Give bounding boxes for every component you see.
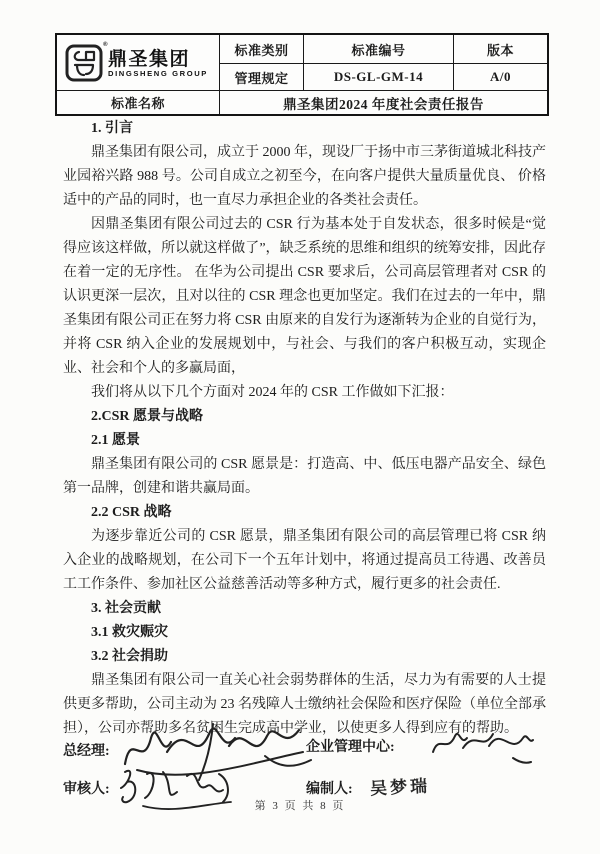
management-center-signature <box>425 718 537 770</box>
section-heading: 2.CSR 愿景与战略 <box>91 409 204 424</box>
dingsheng-logo-icon <box>65 41 108 82</box>
compiler-name-handwritten: 吴梦瑞 <box>369 776 431 799</box>
body-paragraph: 鼎圣集团有限公司，成立于 2000 年，现设厂于扬中市三茅街道城北科技产业园裕兴路 988 号。公司自成立之初至今，在向客户提供大量质量优良、 价格适中的产品的同时，也一直尽力承担企业的各类社会责任。 <box>63 145 546 208</box>
section-heading: 1. 引言 <box>91 121 133 136</box>
standard-name-label: 标准名称 <box>57 90 219 114</box>
company-logo <box>57 35 219 90</box>
version-header: 版本 <box>453 35 547 63</box>
page-number-footer: 第 3 页 共 8 页 <box>254 800 346 812</box>
section-heading: 3. 社会贡献 <box>91 601 161 616</box>
general-manager-label: 总经理: <box>63 744 110 759</box>
section-heading: 2.2 CSR 战略 <box>91 505 172 520</box>
reviewer-label: 审核人: <box>63 782 110 797</box>
standard-number-header: 标准编号 <box>303 35 453 63</box>
section-heading: 3.1 救灾赈灾 <box>91 625 168 640</box>
body-paragraph: 为逐步靠近公司的 CSR 愿景，鼎圣集团有限公司的高层管理已将 CSR 纳入企业的战略规划，在公司下一个五年计划中，将通过提高员工待遇、改善员工工作条件、参加社区公益慈善活动等多种方式，履行更多的社会责任. <box>63 529 546 592</box>
standard-category-value: 管理规定 <box>219 63 303 90</box>
standard-header-table <box>55 33 549 116</box>
registered-trademark-symbol: ® <box>103 41 108 48</box>
company-name-en: DINGSHENG GROUP <box>108 68 208 78</box>
body-paragraph: 我们将从以下几个方面对 2024 年的 CSR 工作做如下汇报： <box>91 385 454 400</box>
body-paragraph: 鼎圣集团有限公司一直关心社会弱势群体的生活，尽力为有需要的人士提供更多帮助，公司主动为 23 名残障人士缴纳社会保险和医疗保险（单位全部承担），公司亦帮助多名贫困生完成高中学业，以使更多人得到应有的帮助。 <box>63 673 546 736</box>
version-value: A/0 <box>453 63 547 90</box>
standard-category-header: 标准类别 <box>219 35 303 63</box>
section-heading: 2.1 愿景 <box>91 433 140 448</box>
signature-block <box>63 726 548 804</box>
section-heading: 3.2 社会捐助 <box>91 649 168 664</box>
body-paragraph: 鼎圣集团有限公司的 CSR 愿景是：打造高、中、低压电器产品安全、绿色第一品牌，创建和谐共赢局面。 <box>63 457 546 496</box>
document-body <box>63 117 546 741</box>
management-center-label: 企业管理中心: <box>306 740 395 755</box>
company-name-cn: 鼎圣集团 <box>108 48 191 70</box>
body-paragraph: 因鼎圣集团有限公司过去的 CSR 行为基本处于自发状态，很多时候是“觉得应该这样做，所以就这样做了”，缺乏系统的思维和组织的统筹安排，因此存在着一定的无序性。 在华为公司提出 CSR 要求后，公司高层管理者对 CSR 的认识更深一层次，且对以往的 CSR 理念也更加坚定。我们在过去的一年中，鼎圣集团有限公司正在努力将 CSR 由原来的自发行为逐渐转为企业的自觉行为，并将 CSR 纳入企业的发展规划中，与社会、与我们的客户积极互动，实现企业、社会和个人的多赢局面， <box>63 217 546 376</box>
document-title: 鼎圣集团2024 年度社会责任报告 <box>219 90 547 114</box>
standard-number-value: DS-GL-GM-14 <box>303 63 453 90</box>
compiler-label: 编制人: <box>306 782 353 797</box>
